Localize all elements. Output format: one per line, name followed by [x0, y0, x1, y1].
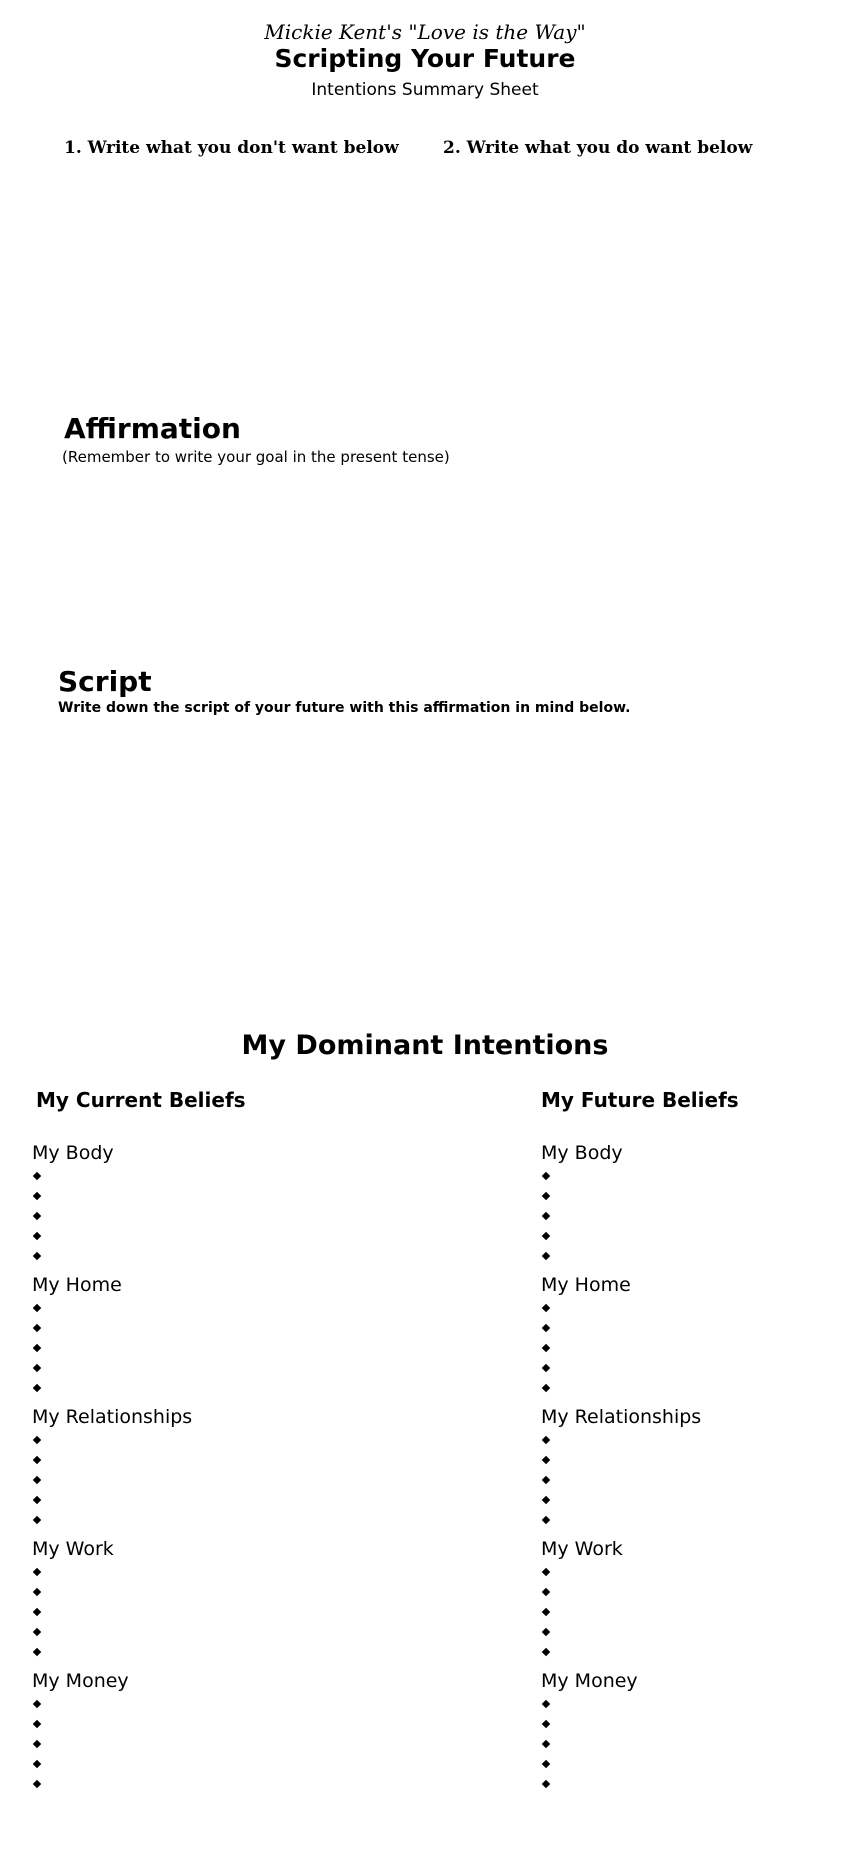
current-bullet-list: [32, 1167, 392, 1267]
list-item: [32, 1247, 392, 1267]
bullet-diamond-icon: [33, 1568, 41, 1576]
author-title: Mickie Kent's "Love is the Way": [264, 20, 586, 44]
bullet-diamond-icon: [542, 1568, 550, 1576]
current-bullet-list: [32, 1695, 392, 1795]
bullet-diamond-icon: [33, 1516, 41, 1524]
list-item: [32, 1227, 392, 1247]
bullet-diamond-icon: [542, 1364, 550, 1372]
bullet-diamond-icon: [542, 1324, 550, 1332]
list-item: [541, 1491, 850, 1511]
list-item: [32, 1451, 392, 1471]
future-belief-group-label: My Work: [541, 1538, 623, 1560]
list-item: [541, 1471, 850, 1491]
bullet-diamond-icon: [542, 1608, 550, 1616]
list-item: [32, 1623, 392, 1643]
list-item: [541, 1187, 850, 1207]
current-belief-group-label: My Money: [32, 1670, 129, 1692]
list-item: [32, 1167, 392, 1187]
list-item: [541, 1247, 850, 1267]
bullet-diamond-icon: [542, 1172, 550, 1180]
page-title: Scripting Your Future: [274, 44, 576, 73]
do-want-heading: 2. Write what you do want below: [443, 138, 753, 158]
bullet-diamond-icon: [33, 1172, 41, 1180]
list-item: [32, 1471, 392, 1491]
future-bullet-list: [541, 1299, 850, 1399]
future-belief-group-label: My Body: [541, 1142, 623, 1164]
future-belief-group: [541, 1536, 850, 1668]
bullet-diamond-icon: [542, 1588, 550, 1596]
list-item: [32, 1755, 392, 1775]
bullet-diamond-icon: [33, 1628, 41, 1636]
bullet-diamond-icon: [33, 1648, 41, 1656]
bullet-diamond-icon: [542, 1720, 550, 1728]
bullet-diamond-icon: [33, 1304, 41, 1312]
bullet-diamond-icon: [542, 1436, 550, 1444]
list-item: [32, 1187, 392, 1207]
list-item: [32, 1431, 392, 1451]
list-item: [541, 1603, 850, 1623]
current-belief-group-label: My Relationships: [32, 1406, 193, 1428]
future-belief-group-label: My Money: [541, 1670, 638, 1692]
list-item: [32, 1359, 392, 1379]
current-belief-group: [32, 1404, 392, 1536]
bullet-diamond-icon: [542, 1456, 550, 1464]
list-item: [541, 1511, 850, 1531]
bullet-diamond-icon: [542, 1344, 550, 1352]
bullet-diamond-icon: [33, 1608, 41, 1616]
current-bullet-list: [32, 1563, 392, 1663]
list-item: [541, 1715, 850, 1735]
list-item: [32, 1319, 392, 1339]
list-item: [32, 1379, 392, 1399]
current-beliefs-list: [32, 1140, 392, 1800]
bullet-diamond-icon: [33, 1192, 41, 1200]
list-item: [32, 1775, 392, 1795]
bullet-diamond-icon: [33, 1588, 41, 1596]
script-heading: Script: [58, 665, 152, 698]
future-belief-group: [541, 1272, 850, 1404]
current-belief-group: [32, 1536, 392, 1668]
list-item: [32, 1563, 392, 1583]
bullet-diamond-icon: [33, 1700, 41, 1708]
current-belief-group: [32, 1668, 392, 1800]
bullet-diamond-icon: [33, 1720, 41, 1728]
list-item: [32, 1491, 392, 1511]
current-beliefs-heading: My Current Beliefs: [36, 1088, 246, 1112]
list-item: [541, 1755, 850, 1775]
current-bullet-list: [32, 1431, 392, 1531]
list-item: [541, 1775, 850, 1795]
future-belief-group-label: My Home: [541, 1274, 631, 1296]
bullet-diamond-icon: [33, 1344, 41, 1352]
current-bullet-list: [32, 1299, 392, 1399]
affirmation-heading: Affirmation: [64, 412, 241, 445]
affirmation-note: (Remember to write your goal in the present tense): [62, 448, 450, 466]
bullet-diamond-icon: [542, 1232, 550, 1240]
bullet-diamond-icon: [33, 1436, 41, 1444]
bullet-diamond-icon: [33, 1760, 41, 1768]
list-item: [541, 1319, 850, 1339]
list-item: [541, 1167, 850, 1187]
future-bullet-list: [541, 1167, 850, 1267]
bullet-diamond-icon: [542, 1476, 550, 1484]
bullet-diamond-icon: [542, 1628, 550, 1636]
list-item: [32, 1735, 392, 1755]
list-item: [541, 1207, 850, 1227]
current-belief-group-label: My Home: [32, 1274, 122, 1296]
bullet-diamond-icon: [33, 1740, 41, 1748]
bullet-diamond-icon: [542, 1304, 550, 1312]
list-item: [32, 1339, 392, 1359]
bullet-diamond-icon: [33, 1780, 41, 1788]
list-item: [32, 1715, 392, 1735]
bullet-diamond-icon: [542, 1700, 550, 1708]
bullet-diamond-icon: [33, 1324, 41, 1332]
dominant-intentions-heading: My Dominant Intentions: [241, 1030, 609, 1061]
list-item: [541, 1379, 850, 1399]
bullet-diamond-icon: [33, 1384, 41, 1392]
future-belief-group-label: My Relationships: [541, 1406, 702, 1428]
bullet-diamond-icon: [542, 1740, 550, 1748]
list-item: [32, 1207, 392, 1227]
current-belief-group: [32, 1272, 392, 1404]
list-item: [32, 1583, 392, 1603]
bullet-diamond-icon: [542, 1252, 550, 1260]
list-item: [32, 1603, 392, 1623]
future-belief-group: [541, 1404, 850, 1536]
current-belief-group-label: My Work: [32, 1538, 114, 1560]
list-item: [541, 1299, 850, 1319]
list-item: [541, 1583, 850, 1603]
future-belief-group: [541, 1668, 850, 1800]
list-item: [32, 1511, 392, 1531]
bullet-diamond-icon: [33, 1364, 41, 1372]
list-item: [541, 1227, 850, 1247]
bullet-diamond-icon: [542, 1496, 550, 1504]
page-subtitle: Intentions Summary Sheet: [311, 80, 539, 100]
list-item: [541, 1563, 850, 1583]
current-belief-group: [32, 1140, 392, 1272]
list-item: [32, 1695, 392, 1715]
list-item: [32, 1643, 392, 1663]
bullet-diamond-icon: [542, 1760, 550, 1768]
future-belief-group: [541, 1140, 850, 1272]
bullet-diamond-icon: [33, 1496, 41, 1504]
future-bullet-list: [541, 1431, 850, 1531]
script-note: Write down the script of your future with this affirmation in mind below.: [58, 700, 631, 716]
bullet-diamond-icon: [542, 1212, 550, 1220]
list-item: [541, 1695, 850, 1715]
list-item: [541, 1431, 850, 1451]
list-item: [541, 1339, 850, 1359]
bullet-diamond-icon: [33, 1456, 41, 1464]
future-beliefs-list: [541, 1140, 850, 1800]
current-belief-group-label: My Body: [32, 1142, 114, 1164]
bullet-diamond-icon: [542, 1384, 550, 1392]
list-item: [541, 1359, 850, 1379]
bullet-diamond-icon: [542, 1192, 550, 1200]
list-item: [541, 1623, 850, 1643]
list-item: [541, 1643, 850, 1663]
future-beliefs-heading: My Future Beliefs: [541, 1088, 739, 1112]
bullet-diamond-icon: [33, 1212, 41, 1220]
bullet-diamond-icon: [33, 1232, 41, 1240]
future-bullet-list: [541, 1695, 850, 1795]
bullet-diamond-icon: [542, 1648, 550, 1656]
dont-want-heading: 1. Write what you don't want below: [64, 138, 399, 158]
bullet-diamond-icon: [33, 1476, 41, 1484]
list-item: [32, 1299, 392, 1319]
bullet-diamond-icon: [33, 1252, 41, 1260]
list-item: [541, 1451, 850, 1471]
bullet-diamond-icon: [542, 1516, 550, 1524]
list-item: [541, 1735, 850, 1755]
future-bullet-list: [541, 1563, 850, 1663]
bullet-diamond-icon: [542, 1780, 550, 1788]
